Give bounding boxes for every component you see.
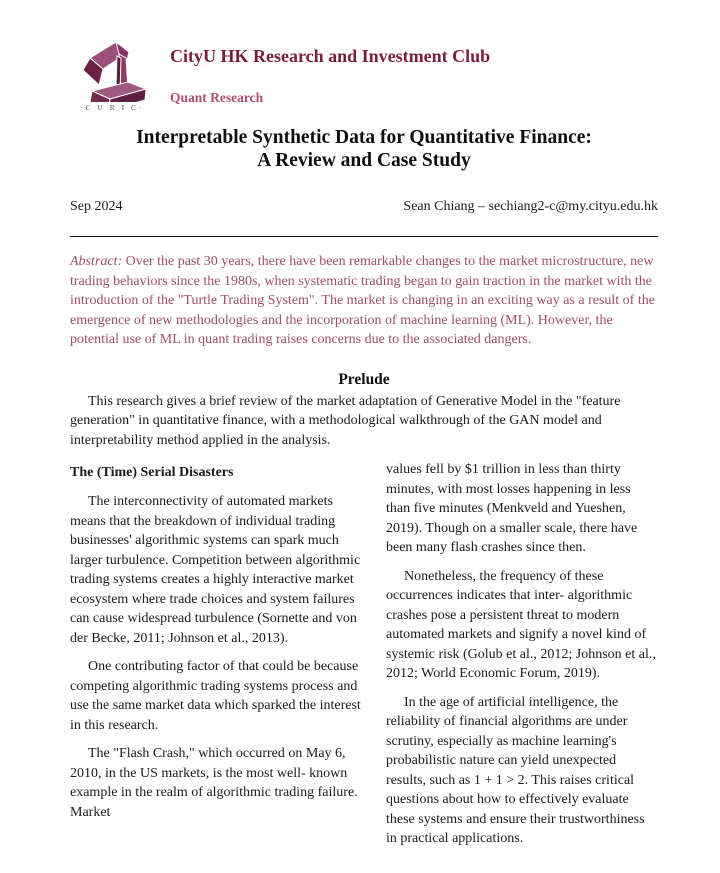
right-paragraph-1: values fell by $1 trillion in less than thirty minutes, with most losses happening in less than five minutes (Menkveld and Yueshen, 2019). Though on a smaller scale, there have been many flash crashes since then. — [386, 462, 638, 555]
right-paragraph-2: Nonetheless, the frequency of these occurrences indicates that inter- algorithmic crashes pose a persistent threat to modern automated markets and signify a novel kind of systemic risk (Golub et al., 2012; Johnson et al., 2012; World Economic Forum, 2019). — [386, 568, 656, 681]
club-name: CityU HK Research and Investment Club — [170, 46, 491, 66]
paper-title-line2: A Review and Case Study — [257, 150, 471, 171]
left-paragraph-1: The interconnectivity of automated markets means that the breakdown of individual trading businesses' algorithmic systems can spark much larger turbulence. Competition between algorithmic trading systems creates a highly interactive market ecosystem where trade choices and system failures can cause widespread turbulence (Sornette and von der Becke, 2011; Johnson et al., 2013). — [70, 494, 361, 646]
meta-row — [70, 199, 658, 215]
right-column — [386, 460, 658, 858]
paper-title — [70, 126, 658, 172]
left-paragraph-3: The "Flash Crash," which occurred on May 6, 2010, in the US markets, is the most well- known example in the realm of algorithmic trading failure. Market — [70, 746, 358, 820]
abstract-text: Over the past 30 years, there have been remarkable changes to the market microstructure, new trading behaviors since the 1980s, when systematic trading began to gain traction in the market with the introduction of the "Turtle Trading System". The market is changing in an exciting way as a result of the emergence of new methodologies and the incorporation of machine learning (ML). However, the potential use of ML in quant trading raises concerns due to the associated dangers. — [70, 254, 655, 347]
prelude-heading: Prelude — [338, 370, 390, 388]
abstract-label: Abstract: — [70, 254, 123, 269]
curic-logo — [70, 36, 154, 112]
left-paragraph-2: One contributing factor of that could be because competing algorithmic trading systems process and use the same market data which sparked the interest in this research. — [70, 659, 361, 733]
prelude-intro: This research gives a brief review of the market adaptation of Generative Model in the "feature generation" in quantitative finance, with a methodological walkthrough of the GAN model and interpretability method applied in the analysis. — [70, 393, 621, 448]
curic-logo-icon — [74, 36, 150, 102]
horizontal-rule — [70, 236, 658, 237]
division-label: Quant Research — [170, 90, 264, 105]
abstract — [70, 252, 658, 350]
author-email: Sean Chiang – sechiang2-c@my.cityu.edu.hk — [403, 199, 658, 214]
publication-date: Sep 2024 — [70, 199, 123, 214]
paper-title-line1: Interpretable Synthetic Data for Quantitative Finance: — [136, 127, 592, 148]
left-column — [70, 460, 362, 858]
body-columns — [70, 460, 658, 858]
column-gap — [362, 460, 386, 858]
masthead — [70, 36, 658, 112]
right-paragraph-3: In the age of artificial intelligence, the reliability of financial algorithms are under scrutiny, especially as machine learning's probabilistic nature can yield unexpected results, such as 1 + 1 > 2. This raises critical questions about how to effectively evaluate these systems and ensure their trustworthiness in practical applications. — [386, 694, 645, 846]
curic-logo-caption: ·C U R I C· — [80, 103, 144, 112]
masthead-text — [170, 36, 490, 106]
section-heading: The (Time) Serial Disasters — [70, 465, 234, 480]
